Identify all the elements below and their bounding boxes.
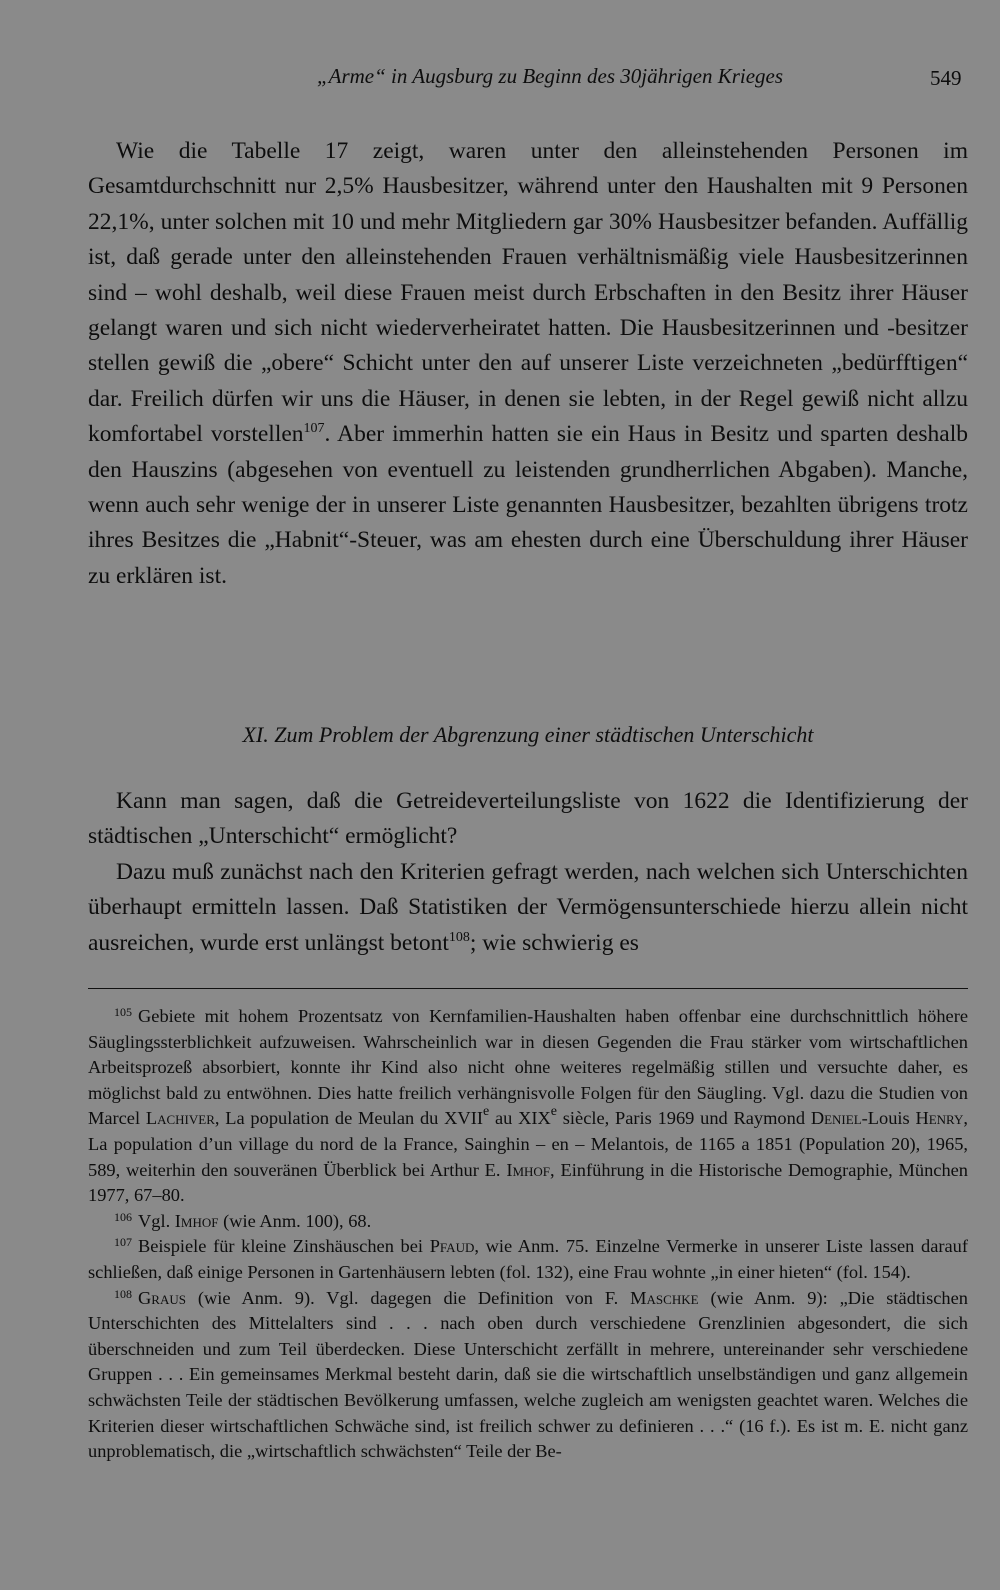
section-body: [88, 784, 968, 961]
footnote-number: 108: [114, 1286, 132, 1301]
footnote-text: (wie Anm. 9): „Die städtischen Unterschichten des Mittelalters sind . . . nach oben durch verschiedene Grenzlinien abgesondert, die sich überschneiden und zum Teil überdecken. Diese Unterschicht zerfällt in mehrere, untereinander sehr verschiedene Gruppen . . . Ein gemeinsames Merkmal besteht darin, daß sie die wirtschaftlich unselbständigen und ganz allgemein schwächsten Teile der städtischen Bevölkerung umfassen, welche zugleich am wenigsten geachtet waren. Welches die Kriterien dieser wirtschaftlichen Schwäche sind, ist freilich schwer zu definieren . . .“ (16 f.). Es ist m. E. nicht ganz unproblematisch, die „wirtschaftlich schwächsten“ Teile der Be-: [88, 1287, 968, 1462]
footnotes: [88, 1004, 968, 1465]
footnote-106: [88, 1209, 968, 1235]
footnote-text: -Louis: [861, 1108, 916, 1129]
author-name: Lachiver: [145, 1108, 215, 1129]
footnote-reference[interactable]: 108: [448, 929, 470, 945]
footnote-text: (wie Anm. 9). Vgl. dagegen die Definition von F.: [185, 1287, 631, 1308]
author-name: Imhof: [174, 1210, 219, 1231]
paragraph-text: Wie die Tabelle 17 zeigt, waren unter den alleinstehenden Personen im Gesamtdurchschnitt nur 2,5% Hausbesitzer, während unter den Haushalten mit 9 Personen 22,1%, unter solchen mit 10 und mehr Mitgliedern gar 30% Hausbesitzer befanden. Auffällig ist, daß gerade unter den alleinstehenden Frauen verhältnismäßig viele Hausbesitzerinnen sind – wohl deshalb, weil diese Frauen meist durch Erbschaften in den Besitz ihrer Häuser gelangt waren und sich nicht wiederverheiratet hatten. Die Hausbesitzerinnen und -besitzer stellen gewiß die „obere“ Schicht unter den auf unserer Liste verzeichneten „bedürfftigen“ dar. Freilich dürfen wir uns die Häuser, in denen sie lebten, in der Regel gewiß nicht allzu komfortabel vorstellen: [88, 138, 968, 448]
author-name: Maschke: [630, 1287, 699, 1308]
superscript: e: [482, 1104, 490, 1120]
footnote-number: 106: [114, 1209, 132, 1224]
body-paragraph: Kann man sagen, daß die Getreideverteilungsliste von 1622 die Identifizierung der städtischen „Unterschicht“ ermöglicht?: [88, 788, 968, 850]
footnote-text: Vgl.: [138, 1210, 175, 1231]
footnote-reference[interactable]: 107: [303, 421, 325, 437]
author-name: Graus: [138, 1287, 186, 1308]
paragraph-text: . Aber immerhin hatten sie ein Haus in Besitz und sparten deshalb den Hauszins (abgesehen von eventuell zu leistenden grundherrlichen Abgaben). Manche, wenn auch sehr wenige der in unserer Liste genannten Hausbesitzer, bezahlten übrigens trotz ihres Besitzes die „Habnit“-Steuer, was am ehesten durch eine Überschuldung ihrer Häuser zu erklären ist.: [88, 421, 968, 589]
body-paragraph: [88, 855, 968, 961]
paragraph-text: Dazu muß zunächst nach den Kriterien gefragt werden, nach welchen sich Unterschichten überhaupt ermitteln lassen. Daß Statistiken der Vermögensunterschiede hierzu allein nicht ausreichen, wurde erst unlängst betont: [88, 858, 968, 956]
section-heading: XI. Zum Problem der Abgrenzung einer städtischen Unterschicht: [242, 722, 814, 747]
footnote-text: Beispiele für kleine Zinshäuschen bei: [138, 1236, 430, 1257]
footnote-107: [88, 1234, 968, 1285]
footnote-105: [88, 1004, 968, 1209]
page-number: 549: [930, 66, 962, 90]
footnote-number: 107: [114, 1235, 132, 1250]
footnote-text: , Einführung in die Historische Demographie, München 1977, 67–80.: [88, 1159, 969, 1206]
running-title: „Arme“ in Augsburg zu Beginn des 30jährigen Krieges: [316, 64, 784, 88]
body-text: [88, 134, 968, 594]
footnote-text: Gebiete mit hohem Prozentsatz von Kernfamilien-Haushalten haben offenbar eine durchschnittlich höhere Säuglingssterblichkeit aufzuweisen. Wahrscheinlich war in diesen Gegenden die Frau stärker vom wirtschaftlichen Arbeitsprozeß absorbiert, konnte ihr Kind also nicht ohne weiteres regelmäßig stillen und versuchte daher, es möglichst bald zu entwöhnen. Dies hatte freilich verhängnisvolle Folgen für den Säugling. Vgl. dazu die Studien von Marcel: [88, 1006, 968, 1129]
author-name: Deniel: [810, 1108, 862, 1129]
footnote-text: , La population de Meulan du XVII: [214, 1108, 483, 1129]
footnote-text: (wie Anm. 100), 68.: [218, 1210, 372, 1231]
footnote-text: , wie Anm. 75. Einzelne Vermerke in unserer Liste lassen darauf schließen, daß einige Personen in Gartenhäusern lebten (fol. 132), eine Frau wohnte „in einer hieten“ (fol. 154).: [88, 1236, 968, 1282]
footnote-text: au XIX: [489, 1108, 551, 1129]
footnote-divider: [88, 988, 968, 989]
body-paragraph: [88, 134, 968, 594]
author-name: Henry: [915, 1108, 964, 1129]
footnote-108: [88, 1286, 968, 1465]
footnote-text: , La population d’un village du nord de la France, Sainghin – en – Melantois, de 1165 a 1851 (Population 20), 1965, 589, weiterhin den souveränen Überblick bei Arthur E.: [88, 1108, 968, 1180]
footnote-text: siècle, Paris 1969 und Raymond: [557, 1108, 811, 1129]
footnote-number: 105: [114, 1005, 132, 1019]
paragraph-text: ; wie schwierig es: [469, 929, 639, 956]
author-name: Imhof: [506, 1159, 551, 1180]
superscript: e: [550, 1104, 557, 1120]
author-name: Pfaud: [429, 1236, 475, 1257]
